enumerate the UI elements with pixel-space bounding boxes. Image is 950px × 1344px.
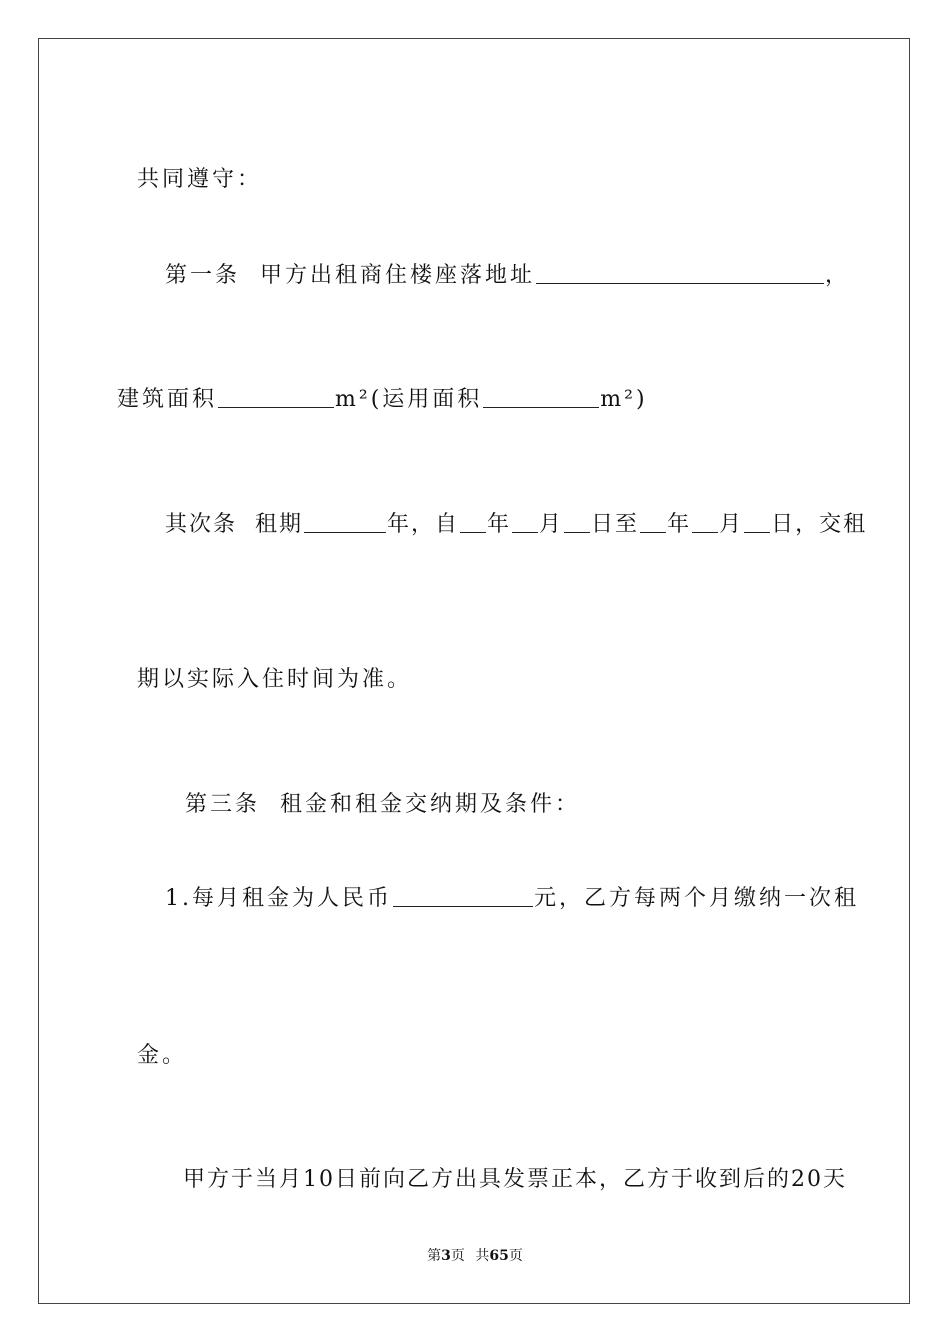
page-suffix: 页 — [450, 1248, 465, 1264]
end-year-blank — [640, 512, 666, 533]
payment-frequency-text: 元，乙方每两个月缴纳一次租 — [534, 886, 860, 911]
article-2-line-1 — [165, 510, 867, 540]
usable-area-label: m²(运用面积 — [335, 387, 483, 412]
invoice-text: 甲方于当月10日前向乙方出具发票正本，乙方于收到后的20天 — [183, 1167, 847, 1192]
current-page: 3 — [441, 1248, 451, 1264]
start-year-blank — [460, 512, 486, 533]
start-month-blank — [512, 512, 538, 533]
building-area-label: 建筑面积 — [117, 387, 218, 412]
year-label: 年 — [487, 512, 512, 537]
rent-amount-blank — [393, 886, 533, 907]
end-month-blank — [692, 512, 718, 533]
article-2-line-2 — [117, 635, 412, 695]
clause-1-line-2 — [117, 1011, 187, 1071]
page-prefix: 第 — [427, 1248, 442, 1264]
day-to-label: 日至 — [591, 512, 640, 537]
term-years-blank — [304, 512, 386, 533]
end-day-blank — [744, 512, 770, 533]
year-label-2: 年 — [667, 512, 692, 537]
article-1-heading: 第一条 甲方出租商住楼座落地址 — [165, 263, 535, 288]
unit-close: m²) — [600, 387, 648, 412]
day-rent-label: 日，交租 — [771, 512, 868, 537]
year-from-label: 年，自 — [387, 512, 460, 537]
clause-1-end: 金。 — [137, 1043, 188, 1068]
article-3-heading-line — [165, 760, 580, 820]
comma: ， — [825, 263, 851, 288]
page-footer — [0, 1247, 950, 1265]
text-continuation: 共同遵守： — [137, 167, 263, 192]
start-day-blank — [564, 512, 590, 533]
month-label: 月 — [539, 512, 564, 537]
article-3-heading: 第三条 租金和租金交纳期及条件： — [185, 792, 580, 817]
total-count: 65 — [489, 1248, 509, 1264]
month-label-2: 月 — [719, 512, 744, 537]
address-blank — [536, 263, 824, 284]
article-2-heading: 其次条 租期 — [165, 512, 303, 537]
article-1-line-2 — [117, 385, 648, 415]
total-prefix: 共 — [475, 1248, 490, 1264]
clause-1-line-1 — [165, 884, 859, 914]
page-number — [427, 1248, 465, 1264]
total-pages — [475, 1248, 522, 1264]
invoice-line — [165, 1135, 847, 1195]
text-line-1 — [117, 135, 262, 195]
move-in-text: 期以实际入住时间为准。 — [137, 667, 413, 692]
usable-area-blank — [483, 387, 599, 408]
monthly-rent-label: 1.每月租金为人民币 — [165, 886, 392, 911]
total-suffix: 页 — [508, 1248, 523, 1264]
article-1-line-1 — [165, 261, 850, 291]
building-area-blank — [218, 387, 334, 408]
